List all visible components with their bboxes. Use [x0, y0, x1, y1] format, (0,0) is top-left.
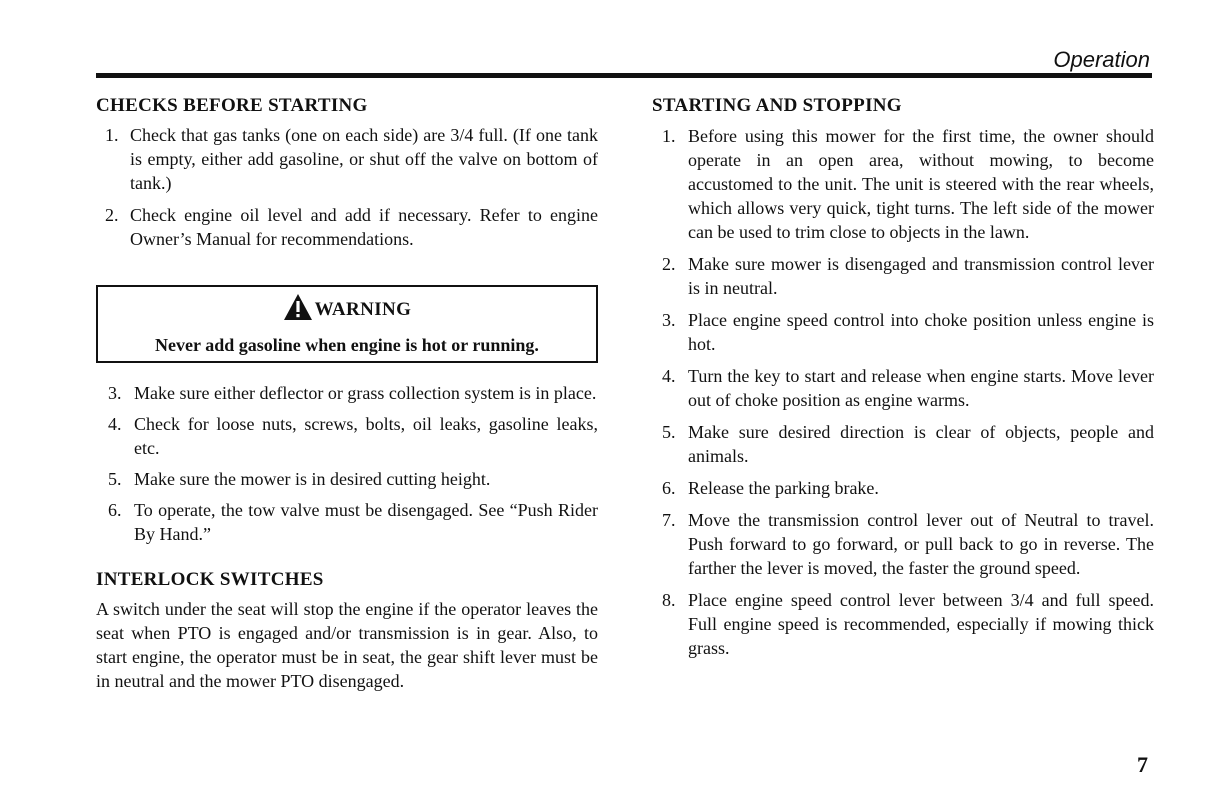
checks-list-continued — [96, 381, 598, 546]
list-item — [96, 381, 598, 405]
list-item — [652, 308, 1154, 356]
interlock-heading: INTERLOCK SWITCHES — [96, 569, 324, 590]
warning-message: Never add gasoline when engine is hot or running. — [155, 335, 539, 355]
item-text: Before using this mower for the first time, the owner should operate in an open area, without mowing, to become accustomed to the unit. The unit is steered with the rear wheels, which allows very quick, tight turns. The left side of the mower can be used to trim close to objects in the lawn. — [688, 126, 1154, 242]
list-item — [96, 203, 598, 251]
warning-triangle-icon — [283, 293, 315, 327]
item-number: 2. — [105, 205, 119, 225]
starting-list — [652, 124, 1154, 660]
item-number: 5. — [662, 422, 676, 442]
list-item — [96, 123, 598, 195]
item-text: Check engine oil level and add if necessary. Refer to engine Owner’s Manual for recommendations. — [130, 205, 598, 249]
item-number: 6. — [108, 500, 122, 520]
warning-title: WARNING — [314, 299, 412, 320]
left-column — [96, 94, 598, 693]
item-text: Check that gas tanks (one on each side) are 3/4 full. (If one tank is empty, either add gasoline, or shut off the valve on bottom of tank.) — [130, 125, 598, 193]
checks-heading: CHECKS BEFORE STARTING — [96, 95, 368, 116]
list-item — [652, 508, 1154, 580]
item-text: Make sure the mower is in desired cutting height. — [134, 469, 491, 489]
item-text: Make sure either deflector or grass collection system is in place. — [134, 383, 597, 403]
starting-heading: STARTING AND STOPPING — [652, 95, 902, 116]
item-number: 6. — [662, 478, 676, 498]
list-item — [652, 420, 1154, 468]
list-item — [652, 124, 1154, 244]
item-number: 2. — [662, 254, 676, 274]
item-text: Check for loose nuts, screws, bolts, oil leaks, gasoline leaks, etc. — [134, 414, 598, 458]
item-number: 1. — [105, 125, 119, 145]
item-text: Place engine speed control lever between 3/4 and full speed. Full engine speed is recommended, especially if mowing thick grass. — [688, 590, 1154, 658]
item-text: To operate, the tow valve must be disengaged. See “Push Rider By Hand.” — [134, 500, 598, 544]
item-text: Release the parking brake. — [688, 478, 879, 498]
section-label: Operation — [1053, 47, 1150, 72]
item-text: Make sure mower is disengaged and transmission control lever is in neutral. — [688, 254, 1154, 298]
list-item — [96, 498, 598, 546]
item-number: 3. — [108, 383, 122, 403]
right-column — [652, 94, 1154, 660]
warning-title-row — [98, 293, 596, 327]
checks-list — [96, 123, 598, 251]
interlock-paragraph: A switch under the seat will stop the engine if the operator leaves the seat when PTO is engaged and/or transmission is in gear. Also, to start engine, the operator must be in seat, the gear shift lever must be in neutral and the mower PTO disengaged. — [96, 599, 598, 691]
item-text: Turn the key to start and release when engine starts. Move lever out of choke position as engine warms. — [688, 366, 1154, 410]
list-item — [652, 364, 1154, 412]
item-number: 3. — [662, 310, 676, 330]
item-number: 4. — [662, 366, 676, 386]
item-number: 8. — [662, 590, 676, 610]
item-number: 7. — [662, 510, 676, 530]
item-text: Move the transmission control lever out of Neutral to travel. Push forward to go forward, or pull back to go in reverse. The farther the lever is moved, the faster the ground speed. — [688, 510, 1154, 578]
list-item — [96, 467, 598, 491]
page-number: 7 — [1137, 752, 1148, 777]
list-item — [652, 588, 1154, 660]
item-text: Make sure desired direction is clear of objects, people and animals. — [688, 422, 1154, 466]
list-item — [652, 476, 1154, 500]
item-text: Place engine speed control into choke position unless engine is hot. — [688, 310, 1154, 354]
header-rule — [96, 73, 1152, 78]
item-number: 4. — [108, 414, 122, 434]
list-item — [96, 412, 598, 460]
item-number: 1. — [662, 126, 676, 146]
item-number: 5. — [108, 469, 122, 489]
warning-box — [96, 285, 598, 363]
list-item — [652, 252, 1154, 300]
